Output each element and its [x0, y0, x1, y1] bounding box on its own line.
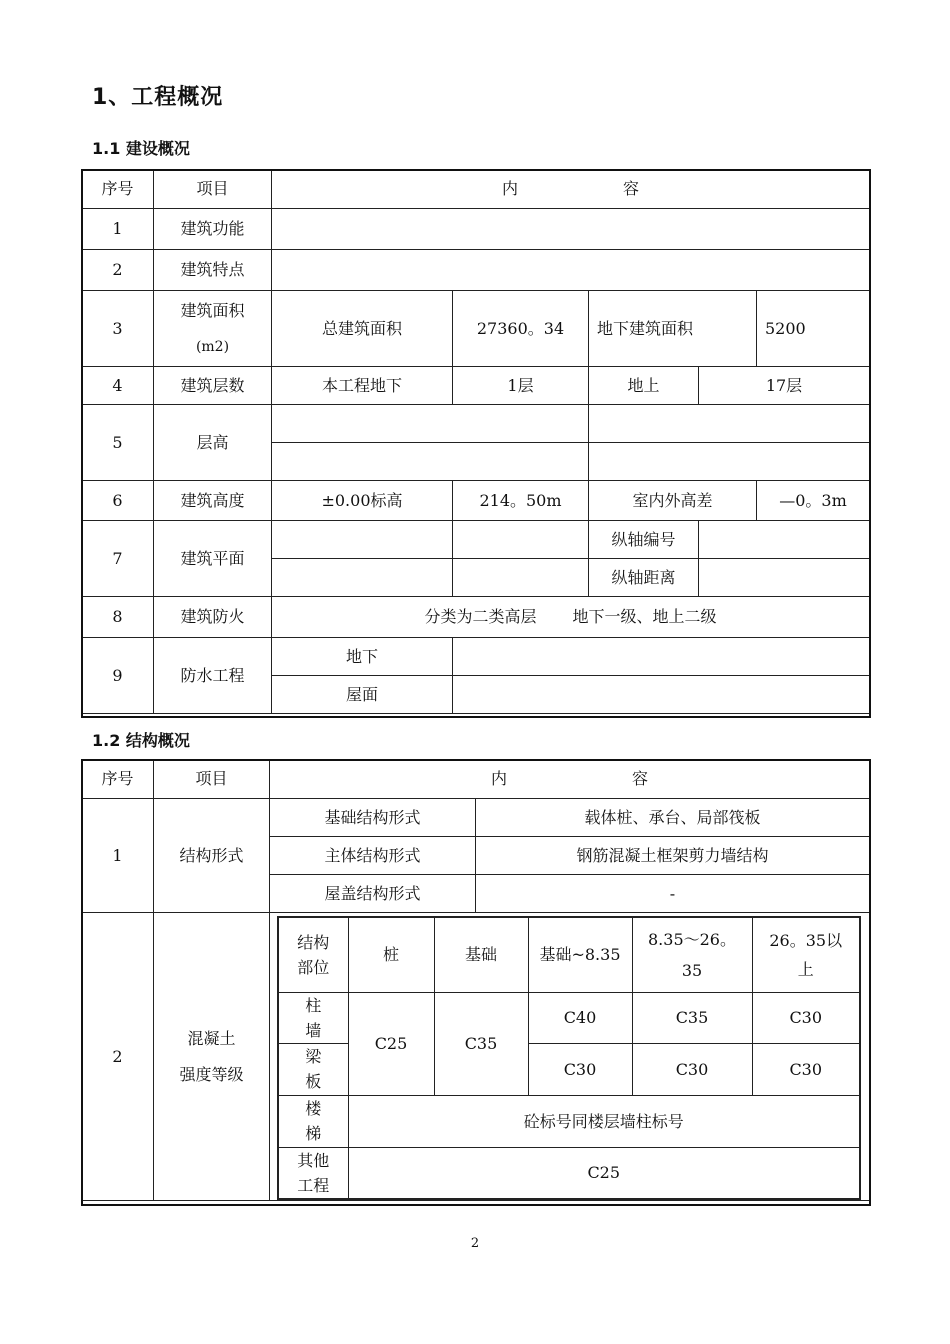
row-content	[272, 250, 870, 291]
page-number: 2	[470, 1236, 480, 1251]
row-no: 5	[82, 405, 154, 481]
grade-value: C30	[752, 992, 860, 1043]
row-content	[589, 443, 870, 481]
row-no: 8	[82, 597, 154, 638]
row-no: 9	[82, 638, 154, 714]
row-content	[272, 559, 453, 597]
text-line: 部位	[297, 957, 330, 977]
row-item-label: 建筑面积	[180, 300, 245, 320]
table-row	[82, 209, 870, 250]
row-content	[453, 521, 589, 559]
concrete-grade-cell	[270, 913, 870, 1201]
row-no: 1	[82, 209, 154, 250]
text-line: 楼	[305, 1099, 322, 1118]
total-area-value: 27360。34	[453, 291, 589, 367]
grade-label-other	[278, 1147, 348, 1199]
waterproof-underground-label: 地下	[272, 638, 453, 676]
row-no: 3	[82, 291, 154, 367]
zero-elevation-label: ±0.00标高	[272, 481, 453, 521]
row-item: 建筑防火	[154, 597, 272, 638]
table-row	[82, 597, 870, 638]
structure-overview-table	[81, 759, 870, 1201]
height-diff-value: —0。3m	[757, 481, 870, 521]
stair-grade: 砼标号同楼层墙柱标号	[348, 1095, 860, 1147]
header-no: 序号	[82, 170, 154, 209]
text-line: 上	[797, 960, 814, 979]
row-no: 4	[82, 367, 154, 405]
fire-class: 分类为二类高层	[424, 607, 537, 626]
grade-value: C30	[528, 1043, 632, 1095]
row-no: 1	[82, 799, 154, 913]
underground-label: 本工程地下	[272, 367, 453, 405]
page-heading: 1、工程概况	[92, 85, 224, 110]
waterproof-roof-label: 屋面	[272, 676, 453, 714]
text-line: 35	[681, 960, 703, 980]
text-line: 工程	[297, 1175, 330, 1195]
grade-header-row	[278, 917, 860, 992]
grade-header-range1: 基础~8.35	[528, 917, 632, 992]
header-item: 项目	[154, 760, 270, 799]
row-item-line1: 混凝土	[187, 1028, 236, 1048]
axis-distance-label: 纵轴距离	[589, 559, 699, 597]
table-row	[82, 291, 870, 367]
foundation-grade: C35	[434, 992, 528, 1095]
text-line: 26。35以	[769, 931, 843, 950]
fire-grade: 地下一级、地上二级	[572, 607, 717, 626]
foundation-form-label: 基础结构形式	[270, 799, 476, 837]
grade-header-part	[278, 917, 348, 992]
row-no: 2	[82, 250, 154, 291]
table-header-row	[82, 760, 870, 799]
row-content	[453, 638, 870, 676]
total-area-label: 总建筑面积	[272, 291, 453, 367]
building-height-value: 214。50m	[453, 481, 589, 521]
grade-value: C30	[632, 1043, 752, 1095]
row-item-line2: 强度等级	[179, 1064, 244, 1084]
grade-label-column-wall	[278, 992, 348, 1043]
row-content	[453, 676, 870, 714]
grade-header-pile: 桩	[348, 917, 434, 992]
row-item: 建筑高度	[154, 481, 272, 521]
grade-header-foundation: 基础	[434, 917, 528, 992]
axis-number-value	[699, 521, 870, 559]
underground-area-value: 5200	[757, 291, 870, 367]
row-no: 2	[82, 913, 154, 1201]
section-title-structure: 1.2 结构概况	[92, 731, 190, 750]
grade-row-stair	[278, 1095, 860, 1147]
grade-label-stair	[278, 1095, 348, 1147]
text-line: 梁	[305, 1047, 322, 1066]
underground-floors: 1层	[453, 367, 589, 405]
fire-rating-content	[272, 597, 870, 638]
row-item: 建筑特点	[154, 250, 272, 291]
row-item	[154, 291, 272, 367]
grade-row-other	[278, 1147, 860, 1199]
main-structure-label: 主体结构形式	[270, 837, 476, 875]
row-no: 7	[82, 521, 154, 597]
construction-overview-table	[81, 169, 870, 714]
text-line: 柱	[305, 995, 322, 1015]
aboveground-floors: 17层	[699, 367, 870, 405]
header-content: 内 容	[272, 170, 870, 209]
table-header-row	[82, 170, 870, 209]
row-content	[589, 405, 870, 443]
other-grade: C25	[348, 1147, 860, 1199]
row-content	[272, 405, 589, 443]
main-structure-value: 钢筋混凝土框架剪力墙结构	[476, 837, 870, 875]
table-row	[82, 913, 870, 1201]
grade-value: C30	[752, 1043, 860, 1095]
table-row	[82, 250, 870, 291]
row-content	[272, 209, 870, 250]
row-item: 结构形式	[154, 799, 270, 913]
table-row	[82, 638, 870, 676]
row-content	[272, 443, 589, 481]
text-line: 结构	[297, 932, 330, 952]
row-item-unit: (m2)	[195, 338, 230, 355]
table-row	[82, 799, 870, 837]
row-item: 建筑功能	[154, 209, 272, 250]
header-content: 内 容	[270, 760, 870, 799]
row-item: 建筑平面	[154, 521, 272, 597]
header-no: 序号	[82, 760, 154, 799]
table-row	[82, 405, 870, 443]
header-item: 项目	[154, 170, 272, 209]
grade-header-range3	[752, 917, 860, 992]
grade-header-range2	[632, 917, 752, 992]
grade-row-column-wall	[278, 992, 860, 1043]
grade-value: C40	[528, 992, 632, 1043]
grade-value: C35	[632, 992, 752, 1043]
roof-structure-value: -	[476, 875, 870, 913]
concrete-grade-table	[277, 916, 861, 1200]
underground-area-label: 地下建筑面积	[589, 291, 757, 367]
aboveground-label: 地上	[589, 367, 699, 405]
text-line: 墙	[305, 1020, 322, 1040]
axis-distance-value	[699, 559, 870, 597]
row-item	[154, 913, 270, 1201]
table-row	[82, 481, 870, 521]
row-content	[453, 559, 589, 597]
row-content	[272, 521, 453, 559]
roof-structure-label: 屋盖结构形式	[270, 875, 476, 913]
text-line: 板	[305, 1072, 322, 1091]
row-item: 建筑层数	[154, 367, 272, 405]
foundation-form-value: 载体桩、承台、局部筏板	[476, 799, 870, 837]
table-row	[82, 521, 870, 559]
pile-grade: C25	[348, 992, 434, 1095]
height-diff-label: 室内外高差	[589, 481, 757, 521]
grade-label-beam-slab	[278, 1043, 348, 1095]
axis-number-label: 纵轴编号	[589, 521, 699, 559]
text-line: 梯	[305, 1124, 322, 1143]
row-item: 层高	[154, 405, 272, 481]
row-item: 防水工程	[154, 638, 272, 714]
row-no: 6	[82, 481, 154, 521]
text-line: 8.35～26。	[648, 929, 736, 949]
text-line: 其他	[297, 1150, 330, 1170]
section-title-construction: 1.1 建设概况	[92, 139, 190, 158]
table-row	[82, 367, 870, 405]
